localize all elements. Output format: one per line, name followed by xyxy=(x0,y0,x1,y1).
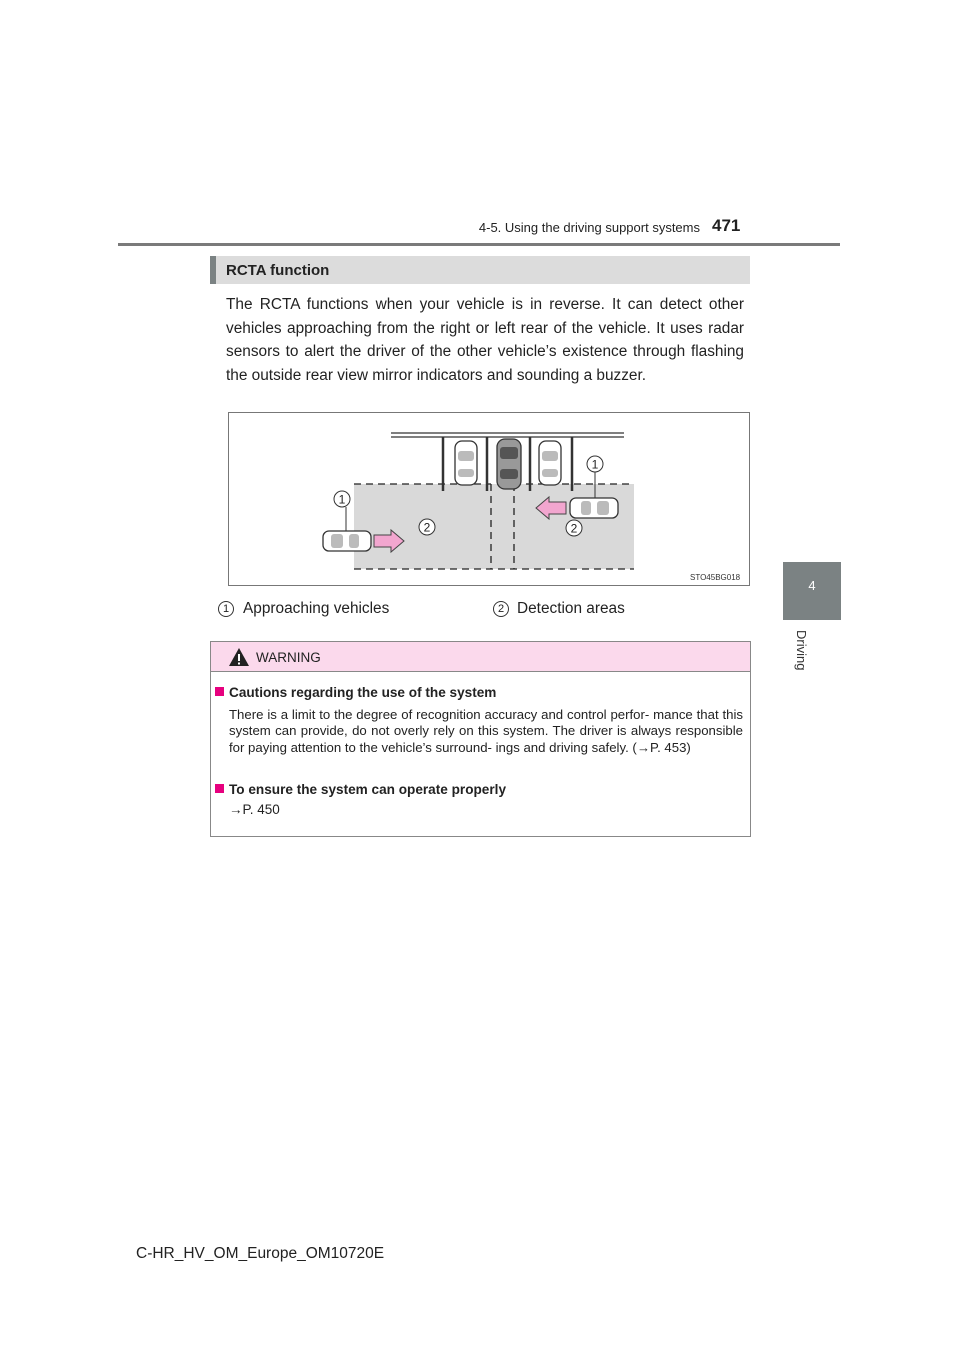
svg-text:1: 1 xyxy=(591,457,599,472)
legend-number-1: 1 xyxy=(218,601,234,617)
section-heading xyxy=(210,256,750,284)
callout-approaching-right xyxy=(587,456,603,472)
header-section-title: 4-5. Using the driving support systems xyxy=(478,220,700,235)
detection-area-shape xyxy=(354,484,634,569)
warning-title: WARNING xyxy=(256,650,321,665)
section-heading-text: RCTA function xyxy=(226,262,330,279)
warning-item-title: To ensure the system can operate properly xyxy=(215,782,506,797)
rcta-diagram xyxy=(229,413,749,585)
svg-text:2: 2 xyxy=(570,521,578,536)
warning-triangle-icon xyxy=(228,647,250,667)
bullet-square-icon xyxy=(215,687,224,696)
callout-approaching-left xyxy=(334,491,350,507)
parked-car-right xyxy=(539,441,561,485)
bullet-square-icon xyxy=(215,784,224,793)
header-rule xyxy=(118,243,840,246)
intro-paragraph: The RCTA functions when your vehicle is in reverse. It can detect other vehicles approaching from the right or left rear of the vehicle. It uses radar sensors to alert the driver of the other vehicle’s existence through flashing the outside rear view mirror indicators and sounding a buzzer. xyxy=(226,296,744,384)
svg-text:2: 2 xyxy=(423,520,431,535)
warning-item-body: There is a limit to the degree of recognition accuracy and control perfor- mance that this system can provide, do not overly rely on this system. The driver is always responsible for paying attention to the vehicle’s surround- ings and driving safely. (→P. 453) xyxy=(229,707,743,755)
warning-box xyxy=(210,641,751,837)
rcta-illustration xyxy=(228,412,750,586)
warning-item-title: Cautions regarding the use of the system xyxy=(215,685,496,700)
chapter-tab-number: 4 xyxy=(808,578,816,593)
legend-label-detection: Detection areas xyxy=(517,600,625,617)
warning-header xyxy=(211,642,750,672)
legend-label-approaching: Approaching vehicles xyxy=(243,600,390,617)
own-vehicle xyxy=(497,439,521,489)
page-number: 471 xyxy=(712,216,741,235)
callout-detection-left xyxy=(419,519,435,535)
approaching-vehicle-left xyxy=(323,531,371,551)
approaching-vehicle-right xyxy=(570,498,618,518)
warning-item-body: →P. 450 xyxy=(229,802,280,817)
footer-document-code: C-HR_HV_OM_Europe_OM10720E xyxy=(136,1245,385,1262)
legend-number-2: 2 xyxy=(493,601,509,617)
callout-detection-right xyxy=(566,520,582,536)
parked-car-left xyxy=(455,441,477,485)
svg-text:1: 1 xyxy=(338,492,346,507)
figure-code: STO45BG018 xyxy=(690,573,741,582)
chapter-tab-label: Driving xyxy=(794,630,809,671)
